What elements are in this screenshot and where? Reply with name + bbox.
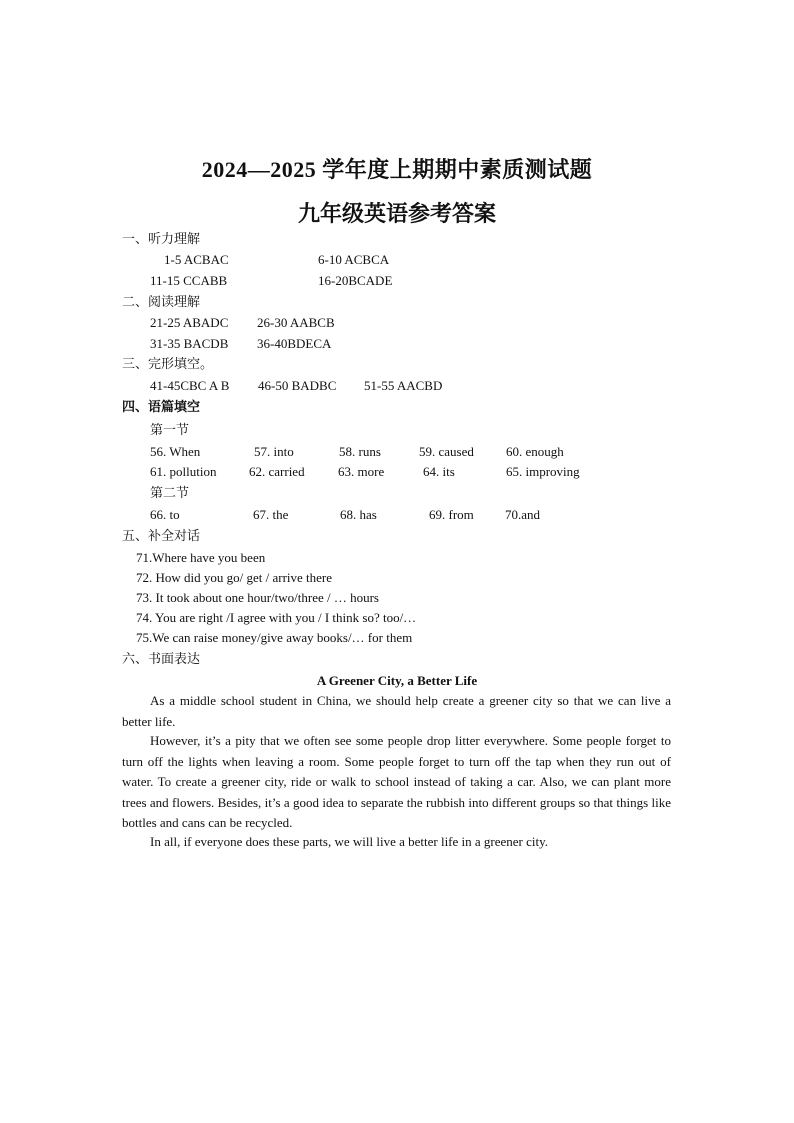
dialogue-answer: 74. You are right /I agree with you / I think so? too/… [136, 610, 417, 625]
essay-paragraph: As a middle school student in China, we should help create a greener city so that we can live a better life. [122, 693, 671, 729]
document-subtitle: 九年级英语参考答案 [297, 201, 496, 226]
answer-cell: 66. to [150, 507, 180, 522]
section-heading-dialogue: 五、补全对话 [122, 528, 201, 543]
dialogue-answer: 72. How did you go/ get / arrive there [136, 570, 333, 585]
answer-cell: 1-5 ACBAC [164, 252, 229, 267]
answer-cell: 63. more [338, 464, 385, 479]
essay-paragraph: In all, if everyone does these parts, we will live a better life in a greener city. [150, 834, 549, 849]
answer-cell: 41-45CBC A B [150, 378, 230, 393]
answer-cell: 57. into [254, 444, 294, 459]
section-heading-listening: 一、听力理解 [122, 231, 201, 246]
answer-cell: 67. the [253, 507, 289, 522]
answer-cell: 6-10 ACBCA [318, 252, 390, 267]
answer-cell: 26-30 AABCB [257, 315, 335, 330]
answer-cell: 58. runs [339, 444, 381, 459]
part-label: 第二节 [150, 485, 190, 500]
answer-cell: 36-40BDECA [257, 336, 332, 351]
part-label: 第一节 [150, 422, 190, 437]
document-title: 2024—2025 学年度上期期中素质测试题 [201, 157, 593, 182]
answer-cell: 16-20BCADE [318, 273, 393, 288]
section-heading-reading: 二、阅读理解 [122, 294, 201, 309]
answer-cell: 56. When [150, 444, 201, 459]
section-heading-writing: 六、书面表达 [122, 651, 201, 666]
dialogue-answer: 73. It took about one hour/two/three / … hours [136, 590, 379, 605]
answer-cell: 70.and [505, 507, 541, 522]
answer-cell: 61. pollution [150, 464, 217, 479]
section-heading-cloze: 三、完形填空。 [122, 356, 214, 371]
answer-cell: 51-55 AACBD [364, 378, 443, 393]
answer-cell: 21-25 ABADC [150, 315, 229, 330]
answer-cell: 64. its [423, 464, 455, 479]
dialogue-answer: 75.We can raise money/give away books/… for them [136, 630, 413, 645]
answer-cell: 65. improving [506, 464, 580, 479]
essay-paragraph: However, it’s a pity that we often see some people drop litter everywhere. Some people forget to turn off the lights when leaving a room. Some people forget to turn off the tap when they run out of water. To create a greener city, ride or walk to school instead of taking a car. Also, we can plant more trees and flowers. Besides, it’s a good idea to separate the rubbish into different groups so that things like bottles and cans can be recycled. [122, 733, 671, 830]
answer-cell: 31-35 BACDB [150, 336, 229, 351]
essay-title: A Greener City, a Better Life [316, 673, 478, 688]
answer-cell: 62. carried [249, 464, 305, 479]
answer-cell: 11-15 CCABB [150, 273, 228, 288]
answer-cell: 60. enough [506, 444, 564, 459]
answer-cell: 59. caused [419, 444, 474, 459]
answer-cell: 68. has [340, 507, 377, 522]
answer-cell: 46-50 BADBC [258, 378, 337, 393]
section-heading-passage-fill: 四、语篇填空 [122, 399, 201, 414]
dialogue-answer: 71.Where have you been [136, 550, 266, 565]
answer-cell: 69. from [429, 507, 474, 522]
